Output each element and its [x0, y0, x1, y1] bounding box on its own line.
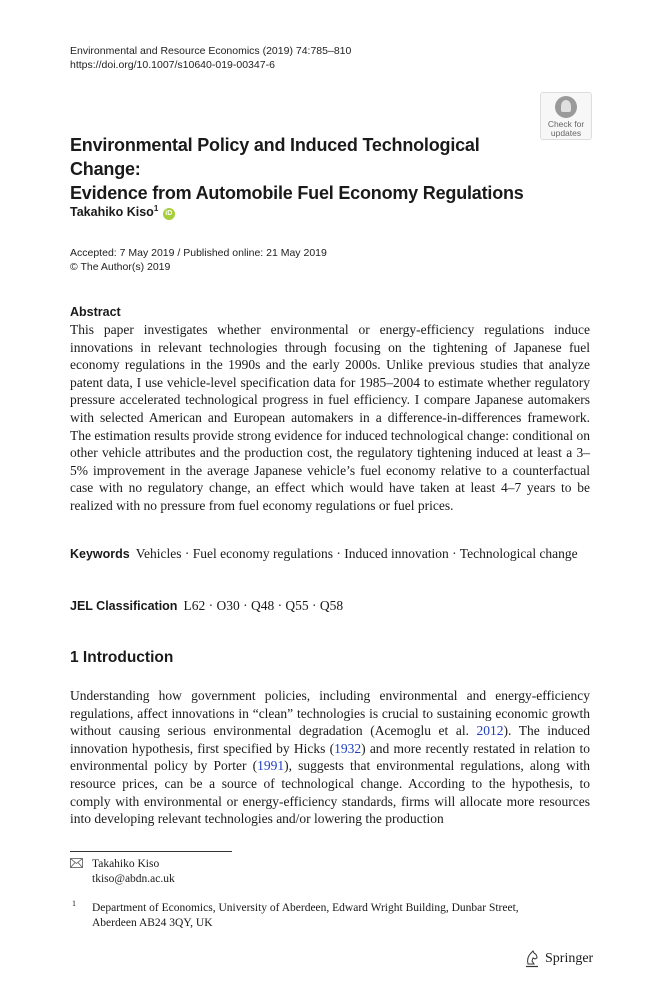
affiliation: Department of Economics, University of Aberdeen, Edward Wright Building, Dunbar Street, Aberdeen AB24 3QY, UK [92, 902, 519, 929]
check-for-updates-icon [555, 96, 577, 118]
journal-header [70, 44, 351, 72]
author-affil-sup: 1 [153, 204, 159, 213]
contact-name: Takahiko Kiso [92, 858, 160, 870]
citation-link[interactable]: 1991 [257, 758, 285, 774]
abstract-heading: Abstract [70, 305, 121, 319]
publisher-name: Springer [545, 951, 594, 966]
envelope-icon [70, 858, 83, 868]
publisher-logo [524, 950, 593, 968]
keywords-label: Keywords [70, 547, 130, 561]
paper-title: Environmental Policy and Induced Technological Change: Evidence from Automobile Fuel Economy Regulations [70, 135, 524, 203]
footnote-divider [70, 851, 232, 852]
abstract-text: This paper investigates whether environmental or energy-efficiency regulations induce innovations in relevant technologies through focusing on the tightening of Japanese fuel economy regulations in the 1990s and the early 2000s. Unlike previous studies that analyze patent data, I use vehicle-level specification data for 1985–2004 to estimate whether regulatory pressure accelerated technological progress in fuel efficiency. I compare Japanese automakers with selected American and European automakers in a difference-in-differences framework. The estimation results provide strong evidence for induced technological change: conditional on other vehicle attributes and the production cost, the regulatory tightening induced at least a 3–5% improvement in the average Japanese vehicle’s fuel economy relative to a counterfactual case with no regulatory change, an effect which would have taken at least 4–7 years to be realized with no pressure from fuel economy regulations or fuel prices. [70, 322, 590, 513]
introduction-text: Understanding how government policies, including environmental and energy-efficiency regulations, affect innovations in “clean” technologies is crucial to sustaining economic growth without causing serious environmental degradation (Acemoglu et al. 2012). The induced innovation hypothesis, first specified by Hicks (1932) and more recently restated in relation to environmental policy by Porter (1991), suggests that environmental regulations, along with resource prices, can be a source of technological change. According to the hypothesis, to comply with environmental or energy-efficiency standards, firms will allocate more resources into developing relevant technologies and/or lowering the production [70, 688, 590, 827]
jel-value: L62 · O30 · Q48 · Q55 · Q58 [183, 598, 344, 613]
publication-dates [70, 246, 327, 274]
check-for-updates-label: Check for updates [547, 119, 585, 138]
doi-link[interactable]: https://doi.org/10.1007/s10640-019-00347-6 [70, 59, 275, 71]
keywords [70, 545, 590, 564]
affiliation-number: 1 [72, 899, 76, 908]
jel-classification [70, 597, 343, 616]
citation-link[interactable]: 1932 [334, 740, 362, 756]
author-name: Takahiko Kiso [70, 205, 154, 220]
author-line [70, 204, 175, 220]
contact-email[interactable]: tkiso@abdn.ac.uk [92, 873, 175, 885]
springer-horse-icon [524, 950, 540, 968]
orcid-icon[interactable]: iD [163, 208, 175, 220]
copyright: © The Author(s) 2019 [70, 261, 171, 273]
journal-citation: Environmental and Resource Economics (2019) 74:785–810 [70, 45, 352, 57]
section-heading-introduction: 1 Introduction [70, 649, 174, 666]
corresponding-author [92, 857, 175, 887]
keywords-value: Vehicles · Fuel economy regulations · Induced innovation · Technological change [135, 546, 578, 561]
accepted-published-dates: Accepted: 7 May 2019 / Published online: 21 May 2019 [70, 247, 327, 259]
jel-label: JEL Classification [70, 599, 178, 613]
citation-link[interactable]: 2012 [476, 723, 504, 739]
